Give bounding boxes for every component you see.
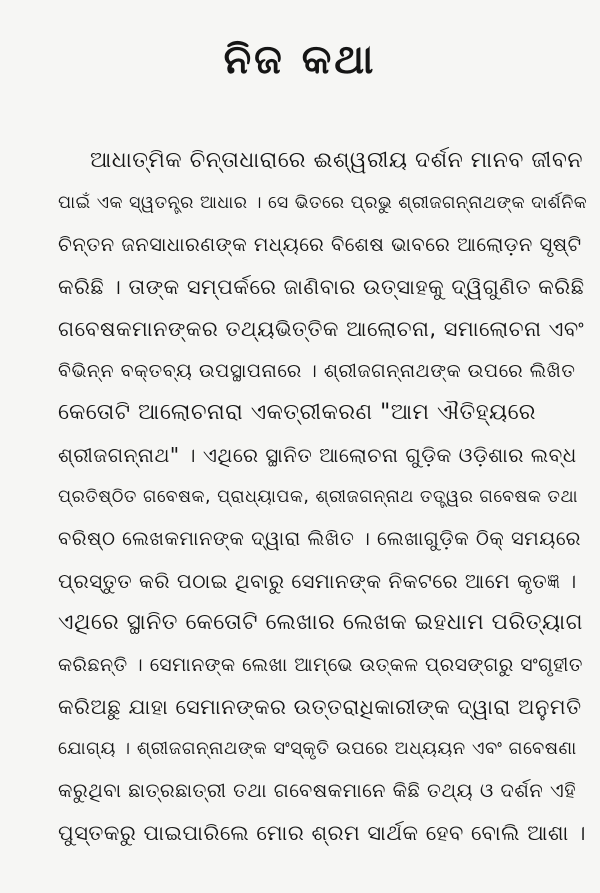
text-line: ପାଇଁ ଏକ ସ୍ୱତନ୍ତ୍ର ଆଧାର । ସେ ଭିତରେ ପ୍ରଭୁ ଶ୍ରୀଜଗନ୍ନାଥଙ୍କ ଦାର୍ଶନିକ: [58, 193, 588, 213]
text-line: ଗବେଷକମାନଙ୍କର ତଥ୍ୟଭିତ୍ତିକ ଆଲୋଚନା, ସମାଲୋଚନା ଏବଂ: [58, 317, 585, 341]
text-line: ଯୋଗ୍ୟ । ଶ୍ରୀଜଗନ୍ନାଥଙ୍କ ସଂସ୍କୃତି ଉପରେ ଅଧ୍ୟୟନ ଏବଂ ଗବେଷଣା: [58, 738, 577, 759]
text-line: କରୁଥିବା ଛାତ୍ରଛାତ୍ରୀ ତଥା ଗବେଷକମାନେ କିଛି ତଥ୍ୟ ଓ ଦର୍ଶନ ଏହି: [58, 779, 577, 802]
body-paragraph: [58, 140, 588, 854]
text-line: କେତୋଟି ଆଲୋଚନାରା ଏକତ୍ରୀକରଣ "ଆମ ଐତିହ୍ୟରେ: [58, 400, 536, 425]
text-line: ପ୍ରତିଷ୍ଠିତ ଗବେଷକ, ପ୍ରାଧ୍ୟାପକ, ଶ୍ରୀଜଗନ୍ନାଥ ତତ୍ତ୍ୱର ଗବେଷକ ତଥା: [58, 487, 579, 507]
text-line: କରିଅଛୁ ଯାହା ସେମାନଙ୍କର ଉତ୍ତରାଧିକାରୀଙ୍କ ଦ୍ୱାରା ଅନୁମତି: [58, 695, 582, 719]
text-line: ପ୍ରସ୍ତୁତ କରି ପଠାଇ ଥିବାରୁ ସେମାନଙ୍କ ନିକଟରେ ଆମେ କୃତଜ୍ଞ ।: [58, 569, 577, 593]
text-line: ବରିଷ୍ଠ ଲେଖକମାନଙ୍କ ଦ୍ୱାରା ଲିଖିତ । ଲେଖାଗୁଡ଼ିକ ଠିକ୍ ସମୟରେ: [58, 527, 581, 550]
text-line: ଚିନ୍ତନ ଜନସାଧାରଣଙ୍କ ମଧ୍ୟରେ ବିଶେଷ ଭାବରେ ଆଲୋଡ଼ନ ସୃଷ୍ଟି: [58, 233, 582, 256]
text-line: ବିଭିନ୍ନ ବକ୍ତବ୍ୟ ଉପସ୍ଥାପନାରେ । ଶ୍ରୀଜଗନ୍ନାଥଙ୍କ ଉପରେ ଲିଖିତ: [58, 360, 576, 382]
text-line: କରିଛନ୍ତି । ସେମାନଙ୍କ ଲେଖା ଆମ୍ଭେ ଉତ୍କଳ ପ୍ରସଙ୍ଗରୁ ସଂଗୃହୀତ: [58, 654, 583, 676]
text-line: ଏଥିରେ ସ୍ଥାନିତ କେତୋଟି ଲେଖାର ଲେଖକ ଇହଧାମ ପରିତ୍ୟାଗ: [58, 610, 584, 635]
text-line: କରିଛି । ତାଙ୍କ ସମ୍ପର୍କରେ ଜାଣିବାର ଉତ୍ସାହକୁ ଦ୍ୱିଗୁଣିତ କରିଛି: [58, 275, 585, 299]
text-line: ଶ୍ରୀଜଗନ୍ନାଥ" । ଏଥିରେ ସ୍ଥାନିତ ଆଲୋଚନା ଗୁଡ଼ିକ ଓଡ଼ିଶାର ଲବ୍ଧ: [58, 443, 577, 467]
page-title: ନିଜ କଥା: [223, 37, 377, 83]
text-line: ଆଧାତ୍ମିକ ଚିନ୍ତାଧାରାରେ ଈଶ୍ୱରୀୟ ଦର୍ଶନ ମାନବ ଜୀବନ: [90, 148, 584, 173]
text-line: ପୁସ୍ତକରୁ ପାଇପାରିଲେ ମୋର ଶ୍ରମ ସାର୍ଥକ ହେବ ବୋଲି ଆଶା ।: [58, 821, 586, 845]
